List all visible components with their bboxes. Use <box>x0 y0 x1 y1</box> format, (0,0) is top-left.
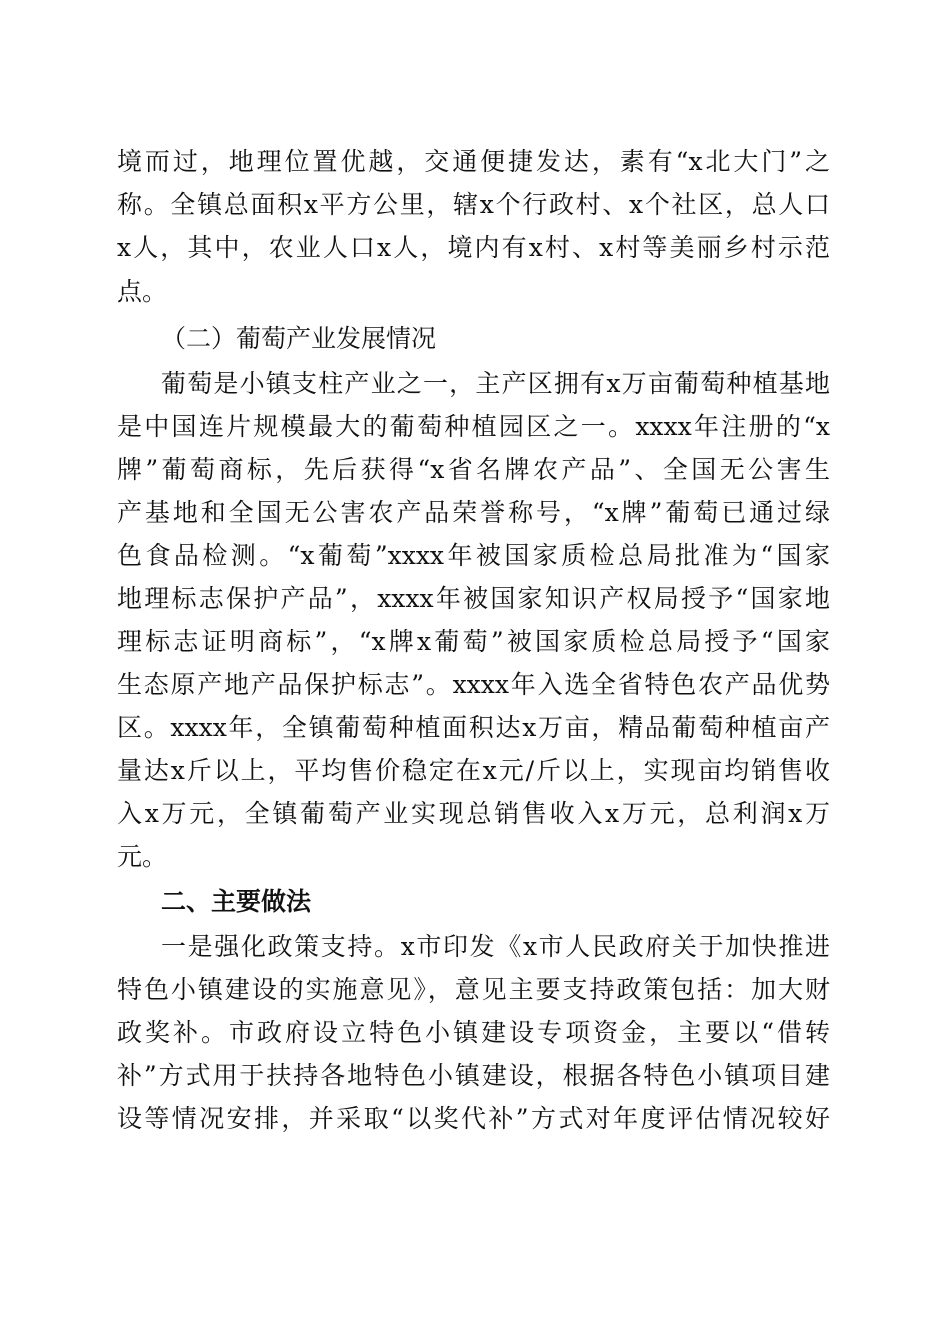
text-line: 政奖补。市政府设立特色小镇建设专项资金，主要以“借转 <box>117 1018 830 1047</box>
text-line: 称。全镇总面积x平方公里，辖x个行政村、x个社区，总人口 <box>117 190 830 219</box>
text-line: 理标志证明商标”，“x牌x葡萄”被国家质检总局授予“国家 <box>117 627 830 656</box>
text-line: 特色小镇建设的实施意见》，意见主要支持政策包括：加大财 <box>117 975 830 1004</box>
text-line: 元。 <box>117 842 168 871</box>
text-line: 生态原产地产品保护标志”。xxxx年入选全省特色农产品优势 <box>117 670 830 699</box>
text-line: 牌”葡萄商标，先后获得“x省名牌农产品”、全国无公害生 <box>117 455 830 484</box>
paragraph-first-line: 一是强化政策支持。x市印发《x市人民政府关于加快推进 <box>161 932 830 961</box>
text-line: 设等情况安排，并采取“以奖代补”方式对年度评估情况较好 <box>117 1104 830 1133</box>
main-heading: 二、主要做法 <box>161 887 312 916</box>
text-line: 产基地和全国无公害农产品荣誉称号，“x牌”葡萄已通过绿 <box>117 498 830 527</box>
text-line: 点。 <box>117 277 168 306</box>
text-line: 色食品检测。“x葡萄”xxxx年被国家质检总局批准为“国家 <box>117 541 830 570</box>
text-line: 境而过，地理位置优越，交通便捷发达，素有“x北大门”之 <box>117 147 830 176</box>
text-line: x人，其中，农业人口x人，境内有x村、x村等美丽乡村示范 <box>117 233 830 262</box>
text-line: 地理标志保护产品”，xxxx年被国家知识产权局授予“国家地 <box>117 584 830 613</box>
text-line: 是中国连片规模最大的葡萄种植园区之一。xxxx年注册的“x <box>117 412 830 441</box>
text-line: 补”方式用于扶持各地特色小镇建设，根据各特色小镇项目建 <box>117 1061 830 1090</box>
text-line: 量达x斤以上，平均售价稳定在x元/斤以上，实现亩均销售收 <box>117 756 830 785</box>
paragraph-first-line: 葡萄是小镇支柱产业之一，主产区拥有x万亩葡萄种植基地 <box>161 369 830 398</box>
text-line: 区。xxxx年，全镇葡萄种植面积达x万亩，精品葡萄种植亩产 <box>117 713 830 742</box>
text-line: 入x万元，全镇葡萄产业实现总销售收入x万元，总利润x万 <box>117 799 830 828</box>
section-heading: （二）葡萄产业发展情况 <box>161 324 437 353</box>
